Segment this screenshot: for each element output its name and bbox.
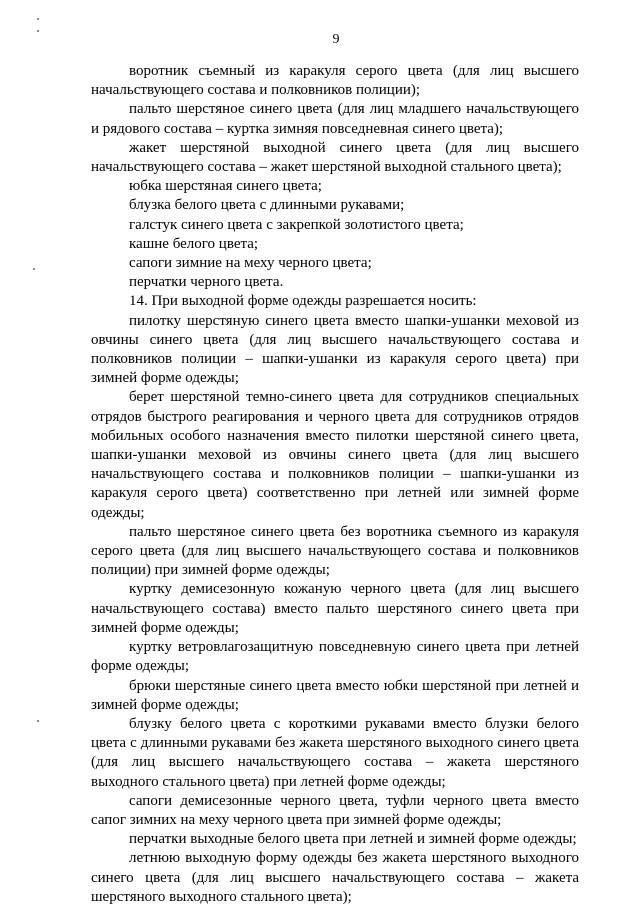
paragraph: блузка белого цвета с длинными рукавами;: [129, 197, 405, 214]
paragraph: пальто шерстяное синего цвета без воротника съемного из каракуля серого цвета (для лиц высшего начальствующего состава и полковников полиции) при зимней форме одежды;: [91, 523, 579, 579]
paragraph: воротник съемный из каракуля серого цвета (для лиц высшего начальствующего состава и полковников полиции);: [91, 63, 579, 99]
paragraph: куртку ветровлагозащитную повседневную синего цвета при летней форме одежды;: [91, 639, 579, 675]
paragraph: галстук синего цвета с закрепкой золотистого цвета;: [129, 216, 464, 233]
scan-mark: [37, 720, 39, 722]
scan-mark: [37, 18, 39, 20]
paragraph: перчатки черного цвета.: [129, 274, 284, 291]
scan-mark: [33, 268, 35, 270]
paragraph: брюки шерстяные синего цвета вместо юбки шерстяной при летней и зимней форме одежды;: [91, 677, 579, 713]
paragraph: пилотку шерстяную синего цвета вместо шапки-ушанки меховой из овчины синего цвета (для лиц высшего начальствующего состава и полковников полиции – шапки-ушанки из каракуля серого цвета) при зимней форме одежды;: [91, 312, 579, 387]
document-body: [91, 62, 579, 907]
paragraph: сапоги демисезонные черного цвета, туфли черного цвета вместо сапог зимних на меху черного цвета при зимней форме одежды;: [91, 792, 579, 828]
section-heading: 14. При выходной форме одежды разрешается носить:: [129, 293, 477, 310]
paragraph: блузку белого цвета с короткими рукавами вместо блузки белого цвета с длинными рукавами без жакета шерстяного выходного синего цвета (для лиц высшего начальствующего состава – жакета шерстяного выходного стального цвета) при летней форме одежды;: [91, 715, 579, 790]
paragraph: пальто шерстяное синего цвета (для лиц младшего начальствующего и рядового состава – куртка зимняя повседневная синего цвета);: [91, 101, 579, 137]
page-number: 9: [332, 32, 340, 47]
paragraph: берет шерстяной темно-синего цвета для сотрудников специальных отрядов быстрого реагирования и черного цвета для сотрудников отрядов мобильных особого назначения вместо пилотки шерстяной синего цвета, шапки-ушанки меховой из овчины синего цвета (для лиц высшего начальствующего состава и полковников полиции – шапки-ушанки из каракуля серого цвета) соответственно при летней или зимней форме одежды;: [91, 389, 579, 521]
paragraph: куртку демисезонную кожаную черного цвета (для лиц высшего начальствующего состава) вместо пальто шерстяного синего цвета при зимней форме одежды;: [91, 581, 579, 636]
paragraph: юбка шерстяная синего цвета;: [129, 178, 322, 195]
paragraph: перчатки выходные белого цвета при летней и зимней форме одежды;: [129, 831, 577, 848]
paragraph: летнюю выходную форму одежды без жакета шерстяного выходного синего цвета (для лиц высшего начальствующего состава – жакета шерстяного выходного стального цвета);: [91, 850, 579, 905]
paragraph: сапоги зимние на меху черного цвета;: [129, 255, 372, 272]
paragraph: жакет шерстяной выходной синего цвета (для лиц высшего начальствующего состава – жакет шерстяной выходной стального цвета);: [91, 139, 579, 176]
paragraph: кашне белого цвета;: [129, 235, 259, 252]
